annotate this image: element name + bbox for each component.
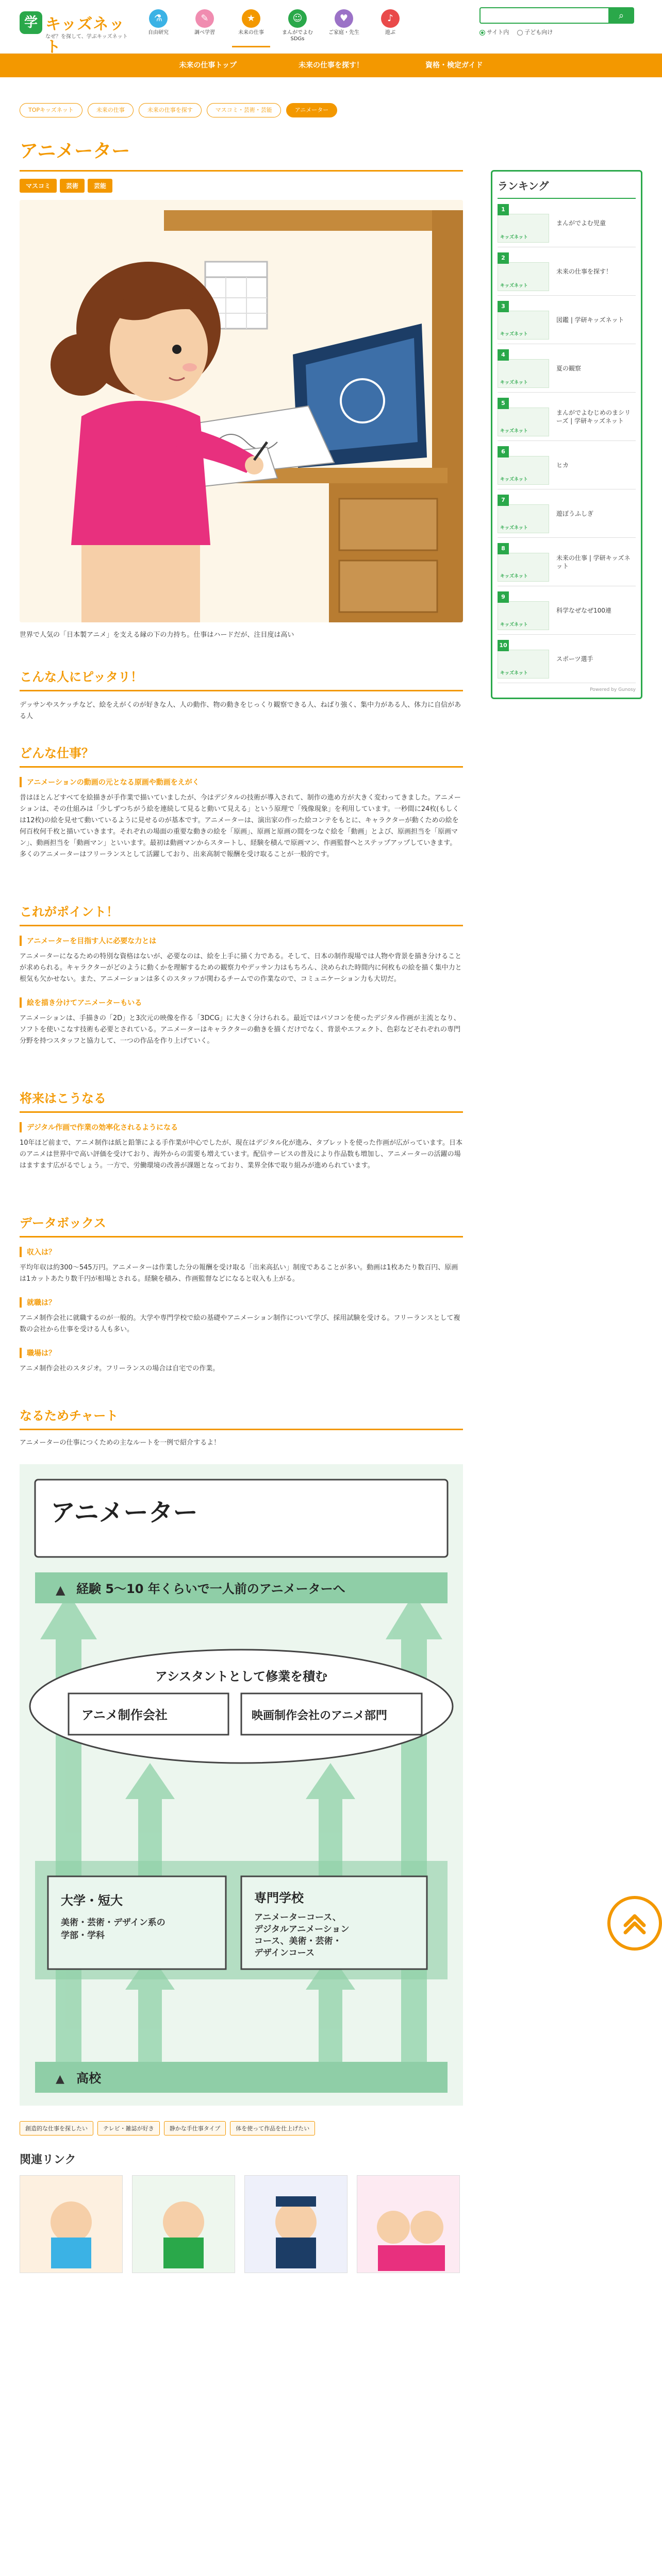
ranking-label: スポーツ選手 bbox=[556, 655, 593, 663]
breadcrumb-item[interactable]: 未来の仕事 bbox=[88, 103, 134, 117]
related-card[interactable] bbox=[357, 2175, 460, 2273]
gnav-item[interactable] bbox=[321, 6, 367, 47]
chevron-up-icon bbox=[619, 1908, 650, 1939]
ranking-item[interactable] bbox=[498, 489, 636, 538]
hero-caption: 世界で人気の「日本製アニメ」を支える縁の下の力持ち。仕事はハードだが、注目度は高い bbox=[20, 631, 294, 639]
bottom-tag[interactable]: 体を使って作品を仕上げたい bbox=[230, 2121, 315, 2136]
ranking-thumbnail bbox=[498, 214, 549, 243]
sub-title: 職場は？ bbox=[20, 1348, 463, 1358]
chart-company2: 映画制作会社のアニメ部門 bbox=[252, 1709, 387, 1722]
radio-icon bbox=[479, 30, 485, 36]
ranking-item[interactable] bbox=[498, 393, 636, 441]
radio-icon bbox=[517, 30, 523, 36]
ranking-thumbnail bbox=[498, 504, 549, 533]
search-option-web[interactable]: 子ども向け bbox=[517, 28, 553, 36]
ranking-label: ヒカ bbox=[556, 461, 569, 469]
section-body: アニメーションは、手描きの「2D」と3次元の映像を作る「3DCG」に大きく分けられる。最近ではパソコンを使ったデジタル作画が主流となり、ソフトを使いこなす技術も必要とされている。アニメーターはキャラクターの動きを描くだけでなく、背景やエフェクト、色彩などそれぞれの専門分野を持つスタッフと協力して、一つの作品を作り上げていく。 bbox=[20, 1014, 461, 1045]
ranking-thumbnail bbox=[498, 359, 549, 388]
global-nav bbox=[135, 6, 413, 47]
section-title: 将来はこうなる bbox=[20, 1088, 463, 1113]
sub-title: 就職は？ bbox=[20, 1297, 463, 1308]
briefcase-icon: ★ bbox=[242, 9, 260, 28]
section-title: なるためチャート bbox=[20, 1405, 463, 1430]
logo-main-text: キッズネット bbox=[45, 15, 125, 56]
category-tag[interactable]: 芸能 bbox=[88, 179, 112, 193]
ranking-thumb-label: キッズネット bbox=[500, 622, 528, 628]
ranking-label: 科学なぜなぜ100連 bbox=[556, 606, 611, 614]
related-card[interactable] bbox=[20, 2175, 123, 2273]
section-body: アニメーターになるための特別な資格はないが、必要なのは、絵を上手に描く力である。そして、日本の制作現場では人物や背景を描き分けることが求められる。キャラクターがどのように動くかを理解するための観察力やデッサン力はもちろん、決められた時間内に何枚もの絵を描く集中力と根気も欠かせない。また、アニメーションは多くのスタッフが関わるチームでの作業なので、コミュニケーション力も大切だ。 bbox=[20, 953, 462, 983]
ranking-thumbnail bbox=[498, 553, 549, 582]
bottom-tag[interactable]: 創造的な仕事を探したい bbox=[20, 2121, 93, 2136]
chart-school1-title: 大学・短大 bbox=[61, 1893, 123, 1908]
career-chart-svg bbox=[20, 1464, 463, 2106]
sub-title: 収入は？ bbox=[20, 1247, 463, 1257]
ranking-number: 6 bbox=[498, 446, 509, 457]
book-icon: ✎ bbox=[195, 9, 214, 28]
chart-goal: アニメーター bbox=[51, 1498, 198, 1527]
related-thumb-icon bbox=[245, 2176, 347, 2273]
ranking-label: 遊ぼうふしぎ bbox=[556, 510, 594, 517]
breadcrumb-current: アニメーター bbox=[286, 103, 337, 117]
ranking-label: 夏の観察 bbox=[556, 364, 582, 372]
subnav-item-license[interactable]: 資格・検定ガイド bbox=[425, 61, 483, 70]
bottom-tag[interactable]: テレビ・雑誌が好き bbox=[97, 2121, 160, 2136]
chart-base: 高校 bbox=[76, 2071, 101, 2086]
ranking-thumbnail bbox=[498, 650, 549, 679]
ranking-number: 4 bbox=[498, 349, 509, 361]
ranking-label: まんがでよむじめのまシリーズ | 学研キッズネット bbox=[556, 409, 631, 425]
related-thumb-icon bbox=[133, 2176, 235, 2273]
ranking-thumb-label: キッズネット bbox=[500, 234, 528, 240]
gnav-item[interactable] bbox=[274, 6, 321, 47]
section-body: 10年ほど前まで、アニメ制作は紙と鉛筆による手作業が中心でしたが、現在はデジタル化が進み、タブレットを使った作画が広がっています。日本のアニメは世界中で高い評価を受けており、海外からの需要も増えています。配信サービスの普及により作品数も増加し、アニメーターの活躍の場はますます広がるでしょう。一方で、労働環境の改善が課題となっており、業界全体で取り組みが進められています。 bbox=[20, 1139, 462, 1170]
sub-title: デジタル作画で作業の効率化されるようになる bbox=[20, 1122, 463, 1132]
career-chart bbox=[20, 1464, 463, 2106]
breadcrumb-item[interactable]: 未来の仕事を探す bbox=[139, 103, 202, 117]
ranking-label: 図鑑 | 学研キッズネット bbox=[556, 316, 624, 324]
family-icon: ♥ bbox=[335, 9, 353, 28]
site-header bbox=[0, 0, 662, 54]
chart-assistant: アシスタントとして修業を積む bbox=[155, 1669, 328, 1684]
hero-illustration bbox=[20, 200, 463, 622]
sub-title: アニメーションの動画の元となる原画や動画をえがく bbox=[20, 777, 463, 787]
search-option-site[interactable]: サイト内 bbox=[479, 28, 509, 36]
ranking-thumb-label: キッズネット bbox=[500, 331, 528, 337]
ranking-thumbnail bbox=[498, 311, 549, 340]
section-chart bbox=[20, 1405, 463, 1449]
category-tag[interactable]: マスコミ bbox=[20, 179, 57, 193]
gnav-label: 未来の仕事 bbox=[238, 30, 264, 36]
ranking-thumb-label: キッズネット bbox=[500, 525, 528, 531]
chart-school2-sub-2: デジタルアニメーション bbox=[254, 1924, 350, 1935]
sub-title: 絵を描き分けてアニメーターもいる bbox=[20, 997, 463, 1008]
chart-step-exp: 経験 5〜10 年くらいで一人前のアニメーターへ bbox=[76, 1582, 345, 1596]
chart-school2-sub-4: デザインコース bbox=[254, 1948, 315, 1958]
ranking-thumb-label: キッズネット bbox=[500, 573, 528, 579]
bottom-tag[interactable]: 静かな手仕事タイプ bbox=[164, 2121, 226, 2136]
ranking-thumb-label: キッズネット bbox=[500, 670, 528, 676]
section-title: データボックス bbox=[20, 1213, 463, 1238]
chart-base-arrow-icon: ▲ bbox=[56, 2073, 64, 2086]
related-thumb-icon bbox=[357, 2176, 459, 2273]
ranking-item[interactable] bbox=[498, 344, 636, 393]
ranking-label: 未来の仕事 | 学研キッズネット bbox=[556, 554, 631, 570]
ranking-number: 3 bbox=[498, 301, 509, 312]
chart-school2-title: 専門学校 bbox=[254, 1891, 304, 1905]
powered-by: Powered by Gunosy bbox=[590, 687, 636, 692]
ranking-thumb-label: キッズネット bbox=[500, 380, 528, 385]
ranking-list bbox=[498, 199, 636, 683]
subnav-item-search[interactable]: 未来の仕事を探す！ bbox=[299, 61, 363, 70]
category-tags bbox=[20, 179, 463, 193]
section-databox bbox=[20, 1213, 463, 1375]
ranking-thumbnail bbox=[498, 601, 549, 630]
section-title: どんな仕事？ bbox=[20, 743, 463, 768]
ranking-sidebar bbox=[491, 170, 642, 699]
gnav-item[interactable] bbox=[228, 6, 274, 47]
ranking-number: 7 bbox=[498, 495, 509, 506]
play-icon: ♪ bbox=[381, 9, 400, 28]
ranking-item[interactable] bbox=[498, 538, 636, 586]
section-body: 平均年収は約300〜545万円。アニメーターは作業した分の報酬を受け取る「出来高払い」制度であることが多い。動画は1枚あたり数百円、原画は1カットあたり数千円が相場とされる。経験を積み、作画監督などになると収入も上がる。 bbox=[20, 1264, 458, 1283]
ranking-number: 1 bbox=[498, 204, 509, 215]
section-title: こんな人にピッタリ！ bbox=[20, 667, 463, 691]
ranking-thumbnail bbox=[498, 408, 549, 436]
beaker-icon: ⚗ bbox=[149, 9, 168, 28]
search-icon: ⌕ bbox=[618, 10, 624, 21]
related-card[interactable] bbox=[132, 2175, 235, 2273]
page-title: アニメーター bbox=[20, 137, 463, 172]
section-body: 昔はほとんどすべてを絵描きが手作業で描いていましたが、今はデジタルの技術が導入されて、制作の進め方が大きく変わってきました。アニメーションは、その仕組みは「少しずつちがう絵を連続して見ると動いて見える」という原理で「残像現象」を利用しています。一秒間に24枚(もしくは12枚)の絵を見せて動いているように見せるのが基本です。アニメーターは、演出家の作った絵コンテをもとに、キャラクターが動くための絵を何百枚何千枚と描いていきます。それぞれの場面の重要な動きの絵を「原画」、原画と原画の間をつなぐ絵を「動画」とよび、原画担当を「原画マン」、動画担当を「動画マン」といいます。最初は動画マンからスタートし、経験を積んで原画マン、作画監督へとステップアップしていきます。多くのアニメーターはフリーランスとして活躍しており、出来高制で報酬を受け取ることが一般的です。 bbox=[20, 794, 461, 858]
ranking-thumb-label: キッズネット bbox=[500, 428, 528, 434]
gnav-label: まんがでよむ SDGs bbox=[282, 30, 313, 42]
comic-icon: ☺ bbox=[288, 9, 307, 28]
ranking-number: 8 bbox=[498, 543, 509, 554]
category-tag[interactable]: 芸術 bbox=[60, 179, 85, 193]
ranking-thumbnail bbox=[498, 262, 549, 291]
ranking-item[interactable] bbox=[498, 586, 636, 635]
related-thumb-icon bbox=[20, 2176, 122, 2273]
ranking-number: 9 bbox=[498, 591, 509, 603]
ranking-label: まんがでよむ児童 bbox=[556, 219, 606, 227]
section-job bbox=[20, 743, 463, 860]
ranking-thumb-label: キッズネット bbox=[500, 477, 528, 482]
ranking-number: 2 bbox=[498, 252, 509, 264]
sub-nav bbox=[0, 54, 662, 77]
ranking-item[interactable] bbox=[498, 441, 636, 489]
gnav-item[interactable] bbox=[367, 6, 413, 47]
breadcrumb bbox=[20, 103, 337, 117]
chart-school2-sub-1: アニメーターコース、 bbox=[254, 1912, 341, 1923]
section-body: アニメ制作会社のスタジオ。フリーランスの場合は自宅での作業。 bbox=[20, 1365, 220, 1372]
ranking-number: 10 bbox=[498, 640, 509, 651]
animator-illustration bbox=[20, 200, 463, 622]
gnav-item[interactable] bbox=[181, 6, 228, 47]
related-title: 関連リンク bbox=[20, 2154, 76, 2166]
bottom-tags bbox=[20, 2121, 463, 2136]
ranking-title: ランキング bbox=[498, 176, 636, 199]
back-to-top-button[interactable] bbox=[607, 1896, 662, 1951]
related-card[interactable] bbox=[244, 2175, 347, 2273]
related-links bbox=[20, 2175, 463, 2273]
main-content bbox=[20, 137, 463, 2273]
search-box bbox=[479, 7, 634, 43]
chart-school1-sub-2: 学部・学科 bbox=[61, 1930, 105, 1941]
gnav-label: ご家庭・先生 bbox=[328, 30, 359, 36]
chart-company1: アニメ制作会社 bbox=[81, 1708, 168, 1722]
search-input[interactable] bbox=[479, 7, 608, 24]
section-body: アニメーターの仕事につくための主なルートを一例で紹介するよ！ bbox=[20, 1439, 221, 1447]
ranking-item[interactable] bbox=[498, 247, 636, 296]
girl-shirt bbox=[71, 401, 210, 545]
section-future bbox=[20, 1088, 463, 1172]
chart-school2-sub-3: コース、美術・芸術・ bbox=[254, 1936, 342, 1946]
site-logo[interactable] bbox=[20, 9, 128, 56]
chart-step-arrow-icon: ▲ bbox=[56, 1583, 65, 1597]
breadcrumb-item[interactable]: TOPキッズネット bbox=[20, 103, 82, 117]
ranking-label: 未来の仕事を探す！ bbox=[556, 267, 613, 275]
subnav-item-top[interactable]: 未来の仕事トップ bbox=[179, 61, 237, 70]
sub-title: アニメーターを目指す人に必要な力とは bbox=[20, 936, 463, 946]
gnav-item[interactable] bbox=[135, 6, 181, 47]
section-body: デッサンやスケッチなど、絵をえがくのが好きな人、人の動作、物の動きをじっくり観察できる人、ねばり強く、集中力がある人、体力に自信がある人 bbox=[20, 701, 461, 720]
ranking-number: 5 bbox=[498, 398, 509, 409]
section-point bbox=[20, 902, 463, 1047]
breadcrumb-item[interactable]: マスコミ・芸術・芸能 bbox=[207, 103, 281, 117]
ranking-thumbnail bbox=[498, 456, 549, 485]
section-body: アニメ制作会社に就職するのが一般的。大学や専門学校で絵の基礎やアニメーション制作について学び、採用試験を受ける。フリーランスとして複数の会社から仕事を受ける人も多い。 bbox=[20, 1314, 460, 1333]
gnav-label: 遊ぶ bbox=[385, 30, 395, 36]
gnav-label: 調べ学習 bbox=[194, 30, 215, 36]
logo-sub-text: なぜ？を探して、学ぶキッズネット bbox=[45, 34, 128, 40]
ranking-thumb-label: キッズネット bbox=[500, 283, 528, 289]
chart-school1-sub-1: 美術・芸術・デザイン系の bbox=[61, 1918, 166, 1928]
search-button[interactable] bbox=[608, 7, 634, 24]
ranking-item[interactable] bbox=[498, 296, 636, 344]
ranking-item[interactable] bbox=[498, 635, 636, 683]
gnav-label: 自由研究 bbox=[148, 30, 169, 36]
section-title: これがポイント！ bbox=[20, 902, 463, 926]
ranking-item[interactable] bbox=[498, 199, 636, 247]
section-suitable bbox=[20, 667, 463, 722]
logo-mark-icon: 学 bbox=[20, 11, 42, 34]
